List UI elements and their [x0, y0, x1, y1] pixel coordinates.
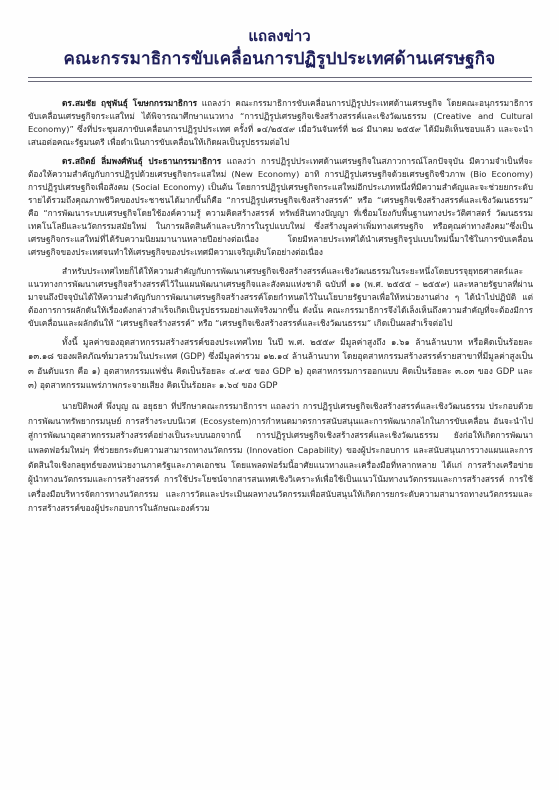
- speaker-name: ดร.สมชัย ฤชุพันธุ์ โฆษกกรรมาธิการ: [62, 98, 198, 108]
- committee-heading: คณะกรรมาธิการขับเคลื่อนการปฏิรูปประเทศด้านเศรษฐกิจ: [63, 49, 496, 69]
- paragraph-industry-value: [28, 336, 533, 393]
- paragraph-text: แถลงว่า การปฏิรูปประเทศด้านเศรษฐกิจในสภาวการณ์โลกปัจจุบัน มีความจำเป็นที่จะต้องให้ความสำคัญกับการปฏิรูปด้วยเศรษฐกิจกระแสใหม่ (New Economy) อาทิ การปฏิรูปเศรษฐกิจด้วยเศรษฐกิจชีวภาพ (Bio Economy) การปฏิรูปเศรษฐกิจเพื่อสังคม (Social Economy) เป็นต้น โดยการปฏิรูปเศรษฐกิจกระแสใหม่อีกประเภทหนึ่งที่มีความสำคัญและจะช่วยยกระดับรายได้รวมถึงคุณภาพชีวิตของประชาชนได้มากขึ้นก็คือ “การปฏิรูปเศรษฐกิจเชิงสร้างสรรค์” หรือ “เศรษฐกิจเชิงสร้างสรรค์และเชิงวัฒนธรรม” คือ “การพัฒนาระบบเศรษฐกิจโดยใช้องค์ความรู้ ความคิดสร้างสรรค์ ทรัพย์สินทางปัญญา ที่เชื่อมโยงกับพื้นฐานทางประวัติศาสตร์ วัฒนธรรม เทคโนโลยีและนวัตกรรมสมัยใหม่ ในการผลิตสินค้าและบริการในรูปแบบใหม่ ซึ่งสร้างมูลค่าเพิ่มทางเศรษฐกิจ หรือคุณค่าทางสังคม”ซึ่งเป็นเศรษฐกิจกระแสใหม่ที่ได้รับความนิยมมานานหลายปีอย่างต่อเนื่อง โดยมีหลายประเทศได้นำเศรษฐกิจรูปแบบใหม่นี้มาใช้ในการขับเคลื่อนเศรษฐกิจของประเทศจนทำให้เศรษฐกิจของประเทศมีความเจริญเติบโตอย่างต่อเนื่อง: [28, 156, 534, 257]
- speaker-name: ดร.สถิตย์ ลิ่มพงศ์พันธุ์ ประธานกรรมาธิการ: [62, 156, 222, 166]
- paragraph-text: สำหรับประเทศไทยก็ได้ให้ความสำคัญกับการพัฒนาเศรษฐกิจเชิงสร้างสรรค์และเชิงวัฒนธรรมในระยะหนึ่งโดยบรรจุยุทธศาสตร์และแนวทางการพัฒนาเศรษฐกิจสร้างสรรค์ไว้ในแผนพัฒนาเศรษฐกิจและสังคมแห่งชาติ ฉบับที่ ๑๑ (พ.ศ. ๒๕๕๕ – ๒๕๕๙) และหลายรัฐบาลที่ผ่านมาจนถึงปัจจุบันได้ให้ความสำคัญกับการพัฒนาเศรษฐกิจสร้างสรรค์โดยกำหนดไว้ในนโยบายรัฐบาลเพื่อให้หน่วยงานต่าง ๆ ได้นำไปปฏิบัติ แต่ต้องการการผลักดันให้เรื่องดังกล่าวสำเร็จเกิดเป็นรูปธรรมอย่างแท้จริงมากขึ้น ดังนั้น คณะกรรมาธิการจึงได้เล็งเห็นถึงความสำคัญที่จะต้องมีการขับเคลื่อนและผลักดันให้ “เศรษฐกิจสร้างสรรค์” หรือ “เศรษฐกิจเชิงสร้างสรรค์และเชิงวัฒนธรรม” เกิดเป็นผลสำเร็จต่อไป: [28, 266, 533, 328]
- paragraph-text: นายปิติพงศ์ พึ่งบุญ ณ อยุธยา ที่ปรึกษาคณะกรรมาธิการฯ แถลงว่า การปฏิรูปเศรษฐกิจเชิงสร้างสรรค์และเชิงวัฒนธรรม ประกอบด้วยการพัฒนาทรัพยากรมนุษย์ การสร้างระบบนิเวศ (Ecosystem)การกำหนดมาตรการสนับสนุนและการพัฒนากลไกในการขับเคลื่อน อันจะนำไปสู่การพัฒนาอุตสาหกรรมสร้างสรรค์อย่างเป็นระบบนอกจากนี้ การปฏิรูปเศรษฐกิจเชิงสร้างสรรค์และเชิงวัฒนธรรม ยังก่อให้เกิดการพัฒนาแพลตฟอร์มใหม่ๆ ที่ช่วยยกระดับความสามารถทางนวัตกรรม (Innovation Capability) ของผู้ประกอบการ และสนับสนุนการวางแผนและการตัดสินใจเชิงกลยุทธ์ของหน่วยงานภาครัฐและภาคเอกชน โดยแพลตฟอร์มนี้อาศัยแนวทางและเครื่องมือที่หลากหลาย ได้แก่ การสร้างเครือข่ายผู้นำทางนวัตกรรมและการสร้างสรรค์ การใช้ประโยชน์จากสารสนเทศเชิงวิเคราะห์เพื่อใช้เป็นแนวโน้มทางนวัตกรรมและการสร้างสรรค์ การใช้เครื่องมือบริหารจัดการทางนวัตกรรม และการวัดและประเมินผลทางนวัตกรรมเพื่อสนับสนุนให้เกิดการยกระดับความสามารถทางนวัตกรรมและการสร้างสรรค์ของผู้ประกอบการในลักษณะองค์รวม: [28, 401, 533, 514]
- paragraph-spokesperson: [28, 97, 533, 149]
- paragraph-text: แถลงว่า คณะกรรมาธิการขับเคลื่อนการปฏิรูปประเทศด้านเศรษฐกิจ โดยคณะอนุกรรมาธิการขับเคลื่อนเศรษฐกิจกระแสใหม่ ได้พิจารณาศึกษาแนวทาง “การปฏิรูปเศรษฐกิจเชิงสร้างสรรค์และเชิงวัฒนธรรม (Creative and Cultural Economy)” ซึ่งที่ประชุมสภาขับเคลื่อนการปฏิรูปประเทศ ครั้งที่ ๑๔/๒๕๕๙ เมื่อวันจันทร์ที่ ๒๘ มีนาคม ๒๕๕๙ ได้มีมติเห็นชอบแล้ว และจะนำเสนอต่อคณะรัฐมนตรี เพื่อดำเนินการขับเคลื่อนให้เกิดผลเป็นรูปธรรมต่อไป: [28, 98, 533, 147]
- divider-line-bottom: [28, 81, 532, 82]
- press-release-label: แถลงข่าว: [248, 27, 311, 45]
- paragraph-chairman: [28, 155, 533, 259]
- paragraph-text: ทั้งนี้ มูลค่าของอุตสาหกรรมสร้างสรรค์ของประเทศไทย ในปี พ.ศ. ๒๕๕๙ มีมูลค่าสูงถึง ๑.๖๑ ล้านล้านบาท หรือคิดเป็นร้อยละ ๑๓.๑๘ ของผลิตภัณฑ์มวลรวมในประเทศ (GDP) ซึ่งมีมูลค่ารวม ๑๒.๑๔ ล้านล้านบาท โดยอุตสาหกรรมสร้างสรรค์รายสาขาที่มีมูลค่าสูงเป็น ๓ อันดับแรก คือ ๑) อุตสาหกรรมแฟชั่น คิดเป็นร้อยละ ๔.๙๕ ของ GDP ๒) อุตสาหกรรมการออกแบบ คิดเป็นร้อยละ ๓.๐๓ ของ GDP และ ๓) อุตสาหกรรมแพร่ภาพกระจายเสียง คิดเป็นร้อยละ ๑.๖๔ ของ GDP: [28, 338, 533, 391]
- divider-line-top: [28, 77, 532, 78]
- paragraph-advisor: [28, 399, 533, 516]
- document-body: [28, 97, 533, 522]
- paragraph-thailand-context: [28, 265, 533, 330]
